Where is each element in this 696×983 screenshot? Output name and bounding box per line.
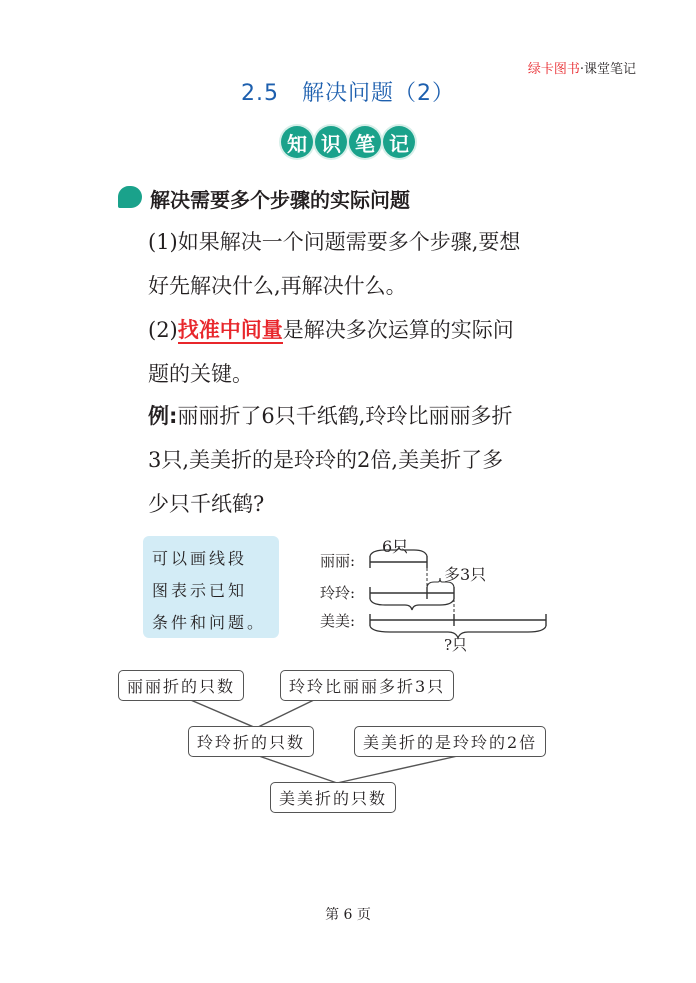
- brand-name: 绿卡图书: [527, 62, 580, 77]
- point-2-prefix: (2): [148, 318, 178, 342]
- brand-series: ·课堂笔记: [579, 62, 636, 77]
- tree-box-lingling-count: 玲玲折的只数: [188, 726, 314, 757]
- badge-char-3: 笔: [349, 126, 381, 158]
- diagram-label-meimei: 美美:: [320, 612, 356, 630]
- section-title: 解决需要多个步骤的实际问题: [150, 188, 410, 212]
- example-text-1: 丽丽折了6只千纸鹤,玲玲比丽丽多折: [177, 404, 513, 428]
- diagram-six-label: 6只: [382, 537, 409, 556]
- point-1-line-2: 好先解决什么,再解决什么。: [148, 274, 407, 298]
- point-2-line-2: 题的关键。: [148, 362, 253, 386]
- example-label: 例:: [148, 404, 178, 428]
- example-line-2: 3只,美美折的是玲玲的2倍,美美折了多: [148, 448, 504, 472]
- tree-box-meimei-double: 美美折的是玲玲的2倍: [354, 726, 546, 757]
- tree-box-meimei-count: 美美折的只数: [270, 782, 396, 813]
- example-line-3: 少只千纸鹤?: [148, 492, 265, 516]
- point-1-line-1: (1)如果解决一个问题需要多个步骤,要想: [148, 230, 521, 254]
- diagram-more-three-label: 多3只: [444, 565, 487, 584]
- diagram-label-lili: 丽丽:: [320, 552, 356, 570]
- key-term-highlight: 找准中间量: [177, 318, 283, 342]
- tip-line-3: 条件和问题。: [152, 613, 267, 632]
- diagram-label-lingling: 玲玲:: [320, 584, 356, 602]
- tree-box-lili-count: 丽丽折的只数: [118, 670, 244, 701]
- tip-line-2: 图表示已知: [152, 581, 248, 600]
- badge-char-4: 记: [383, 126, 415, 158]
- tip-line-1: 可以画线段: [152, 549, 248, 568]
- badge-char-2: 识: [315, 126, 347, 158]
- diagram-question-label: ?只: [444, 636, 468, 654]
- badge-char-1: 知: [281, 126, 313, 158]
- lesson-title: 2.5 解决问题（2）: [241, 81, 455, 106]
- page-number: 第 6 页: [325, 907, 371, 923]
- point-2-rest: 是解决多次运算的实际问: [282, 318, 514, 342]
- tree-box-lingling-more: 玲玲比丽丽多折3只: [280, 670, 454, 701]
